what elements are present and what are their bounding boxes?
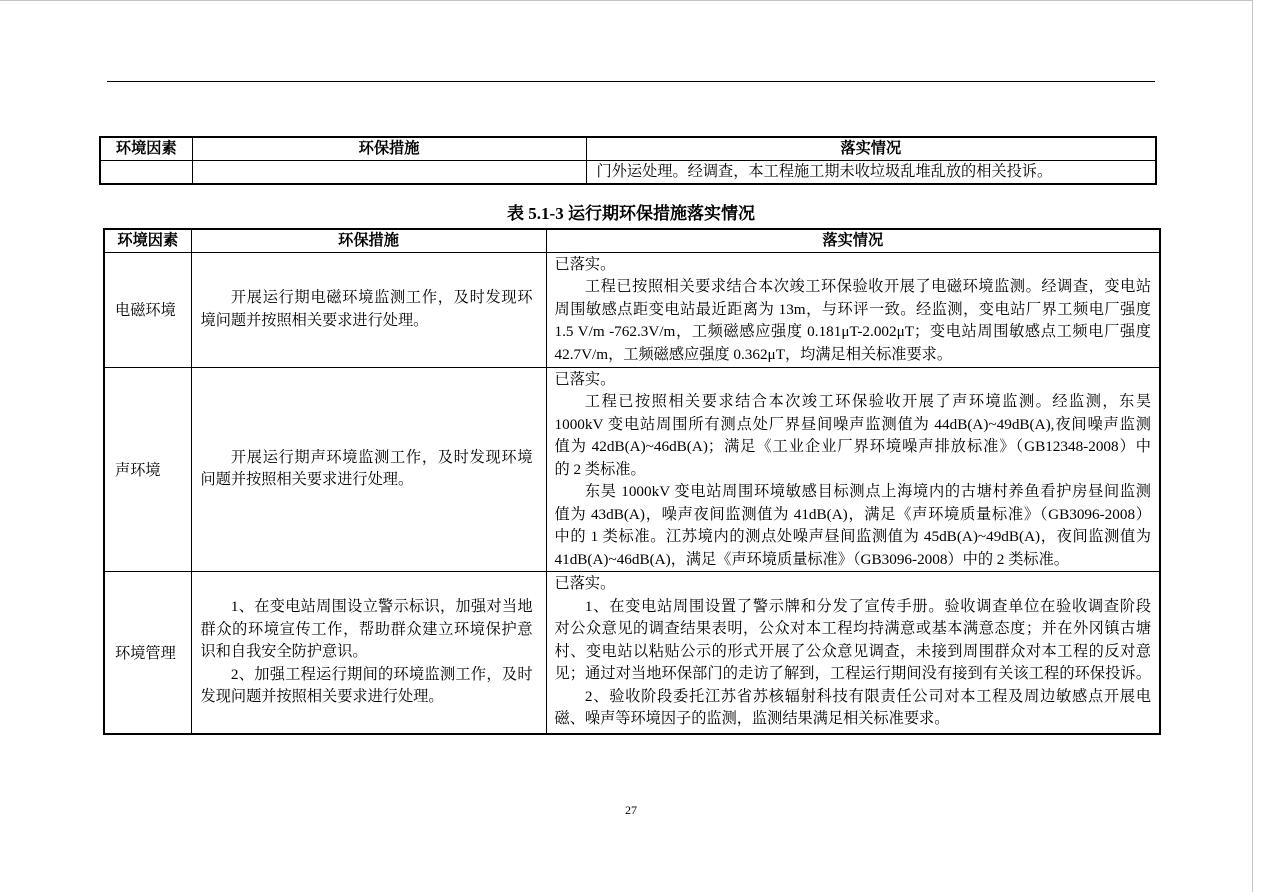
column-header-factor: 环境因素 bbox=[104, 229, 191, 252]
implementation-line: 已落实。 bbox=[554, 575, 616, 592]
measures-cell bbox=[191, 367, 546, 572]
table-row bbox=[100, 160, 1156, 184]
table-row bbox=[104, 572, 1160, 734]
implementation-cell bbox=[546, 572, 1160, 734]
operation-period-measures-table bbox=[103, 228, 1161, 735]
implementation-line: 周围敏感点距变电站最近距离为 13m，与环评一致。经监测，变电站厂界工频电厂强度 bbox=[554, 300, 1151, 318]
implementation-line: 东昊 1000kV 变电站周围环境敏感目标测点上海境内的古塘村养鱼看护房昼间监测 bbox=[584, 483, 1151, 500]
implementation-line: 1000kV 变电站周围所有测点处厂界昼间噪声监测值为 44dB(A)~49dB(A),夜间噪声监测 bbox=[554, 415, 1151, 433]
implementation-line: 值为 43dB(A)，噪声夜间监测值为 41dB(A)，满足《声环境质量标准》（GB3096-2008） bbox=[554, 505, 1151, 523]
implementation-line: 值为 42dB(A)~46dB(A)；满足《工业企业厂界环境噪声排放标准》（GB12348-2008）中 bbox=[554, 438, 1151, 455]
implementation-cell bbox=[546, 252, 1160, 367]
measures-line: 群众的环境宣传工作，帮助群众建立环境保护意 bbox=[200, 620, 533, 638]
table-row bbox=[104, 367, 1160, 572]
header-rule bbox=[107, 81, 1155, 82]
measures-line: 开展运行期声环境监测工作，及时发现环境 bbox=[230, 448, 533, 466]
implementation-line: 已落实。 bbox=[554, 255, 616, 273]
implementation-line: 2、验收阶段委托江苏省苏核辐射科技有限责任公司对本工程及周边敏感点开展电 bbox=[584, 687, 1151, 705]
measures-cell bbox=[191, 252, 546, 367]
implementation-line: 已落实。 bbox=[554, 370, 616, 388]
implementation-line: 42.7V/m，工频磁感应强度 0.362μT，均满足相关标准要求。 bbox=[554, 345, 953, 363]
column-header-implementation: 落实情况 bbox=[586, 137, 1156, 160]
implementation-line: 磁、噪声等环境因子的监测，监测结果满足相关标准要求。 bbox=[554, 710, 950, 727]
table-header-row bbox=[104, 229, 1160, 252]
implementation-line: 中的 1 类标准。江苏境内的测点处噪声昼间监测值为 45dB(A)~49dB(A)，夜间监测值为 bbox=[554, 528, 1151, 545]
table-caption: 表 5.1-3 运行期环保措施落实情况 bbox=[507, 204, 755, 223]
measures-line: 识和自我安全防护意识。 bbox=[200, 643, 368, 660]
implementation-line: 的 2 类标准。 bbox=[554, 460, 646, 478]
measures-cell bbox=[191, 572, 546, 734]
implementation-line: 工程已按照相关要求结合本次竣工环保验收开展了电磁环境监测。经调查，变电站 bbox=[584, 278, 1151, 295]
column-header-factor: 环境因素 bbox=[100, 137, 192, 160]
measures-line: 境问题并按照相关要求进行处理。 bbox=[200, 311, 429, 329]
implementation-line: 1.5 V/m -762.3V/m，工频磁感应强度 0.181μT-2.002μT；变电站周围敏感点工频电厂强度 bbox=[554, 323, 1151, 340]
factor-label: 环境管理 bbox=[115, 644, 176, 662]
implementation-line: 41dB(A)~46dB(A)，满足《声环境质量标准》（GB3096-2008）中的 2 类标准。 bbox=[554, 550, 1069, 568]
measures-line: 1、在变电站周围设立警示标识，加强对当地 bbox=[230, 598, 533, 615]
implementation-cell bbox=[546, 367, 1160, 572]
measures-line: 开展运行期电磁环境监测工作，及时发现环 bbox=[230, 289, 533, 306]
implementation-line: 1、在变电站周围设置了警示牌和分发了宣传手册。验收调查单位在验收调查阶段 bbox=[584, 597, 1151, 615]
implementation-line: 工程已按照相关要求结合本次竣工环保验收开展了声环境监测。经监测，东昊 bbox=[584, 393, 1151, 410]
column-header-measures: 环保措施 bbox=[192, 137, 586, 160]
continued-table bbox=[99, 136, 1157, 185]
factor-label: 声环境 bbox=[115, 461, 161, 479]
table-header-row bbox=[100, 137, 1156, 160]
factor-cell bbox=[104, 572, 191, 734]
table-row bbox=[104, 252, 1160, 367]
implementation-cell bbox=[586, 160, 1156, 184]
page-number: 27 bbox=[625, 803, 637, 817]
factor-cell bbox=[104, 252, 191, 367]
implementation-line: 见；通过对当地环保部门的走访了解到，工程运行期间没有接到有关该工程的环保投诉。 bbox=[554, 665, 1151, 682]
implementation-line: 对公众意见的调查结果表明，公众对本工程均持满意或基本满意态度；并在外冈镇古塘 bbox=[554, 620, 1151, 637]
factor-cell bbox=[104, 367, 191, 572]
measures-line: 问题并按照相关要求进行处理。 bbox=[200, 471, 414, 489]
implementation-line: 村、变电站以粘贴公示的形式开展了公众意见调查，未接到周围群众对本工程的反对意 bbox=[554, 642, 1151, 660]
factor-label: 电磁环境 bbox=[115, 302, 176, 319]
measures-line: 2、加强工程运行期间的环境监测工作，及时 bbox=[230, 665, 533, 683]
column-header-implementation: 落实情况 bbox=[546, 229, 1160, 252]
factor-cell bbox=[100, 160, 192, 184]
measures-line: 发现问题并按照相关要求进行处理。 bbox=[200, 688, 444, 705]
column-header-measures: 环保措施 bbox=[191, 229, 546, 252]
implementation-line: 门外运处理。经调查，本工程施工期未收垃圾乱堆乱放的相关投诉。 bbox=[596, 162, 1053, 180]
measures-cell bbox=[192, 160, 586, 184]
